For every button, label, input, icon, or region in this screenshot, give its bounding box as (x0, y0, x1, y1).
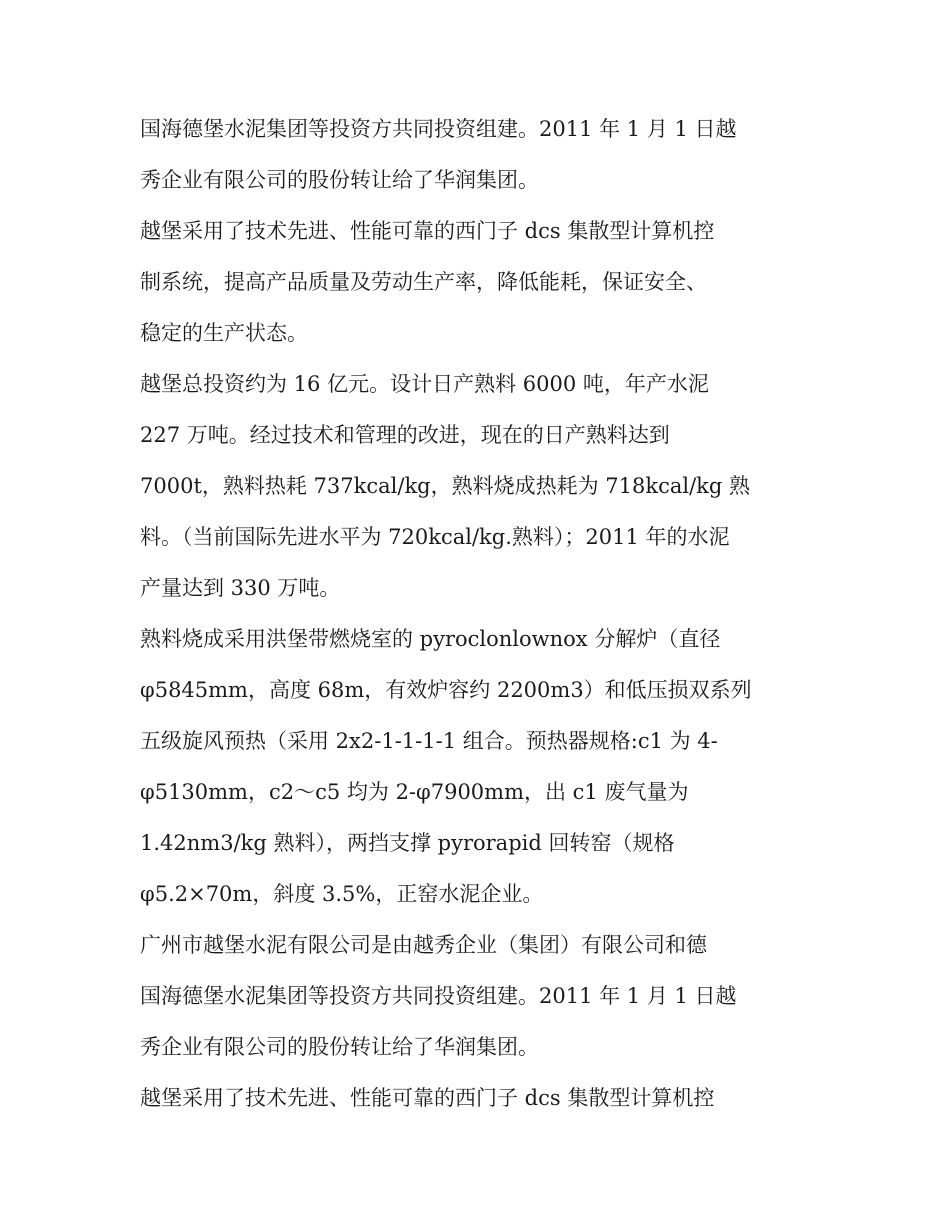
text-line: φ5.2×70m，斜度 3.5%，正窑水泥企业。 (140, 882, 544, 906)
text-line: 秀企业有限公司的股份转让给了华润集团。 (140, 1035, 539, 1059)
text-line: 稳定的生产状态。 (140, 321, 308, 345)
text-line: 227 万吨。经过技术和管理的改进，现在的日产熟料达到 (140, 423, 670, 447)
text-line: 熟料烧成采用洪堡带燃烧室的 pyroclonlownox 分解炉（直径 (140, 627, 721, 651)
text-line: φ5845mm，高度 68m，有效炉容约 2200m3）和低压损双系列 (140, 678, 752, 702)
text-line: 产量达到 330 万吨。 (140, 576, 341, 600)
text-line: 国海德堡水泥集团等投资方共同投资组建。2011 年 1 月 1 日越 (140, 117, 737, 141)
text-line: φ5130mm，c2～c5 均为 2-φ7900mm，出 c1 废气量为 (140, 780, 689, 804)
text-line: 料。（当前国际先进水平为 720kcal/kg.熟料）；2011 年的水泥 (140, 525, 730, 549)
text-line: 1.42nm3/kg 熟料），两挡支撑 pyrorapid 回转窑（规格 (140, 831, 675, 855)
text-line: 广州市越堡水泥有限公司是由越秀企业（集团）有限公司和德 (140, 933, 707, 957)
text-line: 越堡采用了技术先进、性能可靠的西门子 dcs 集散型计算机控 (140, 219, 715, 243)
text-line: 越堡总投资约为 16 亿元。设计日产熟料 6000 吨，年产水泥 (140, 372, 709, 396)
text-line: 国海德堡水泥集团等投资方共同投资组建。2011 年 1 月 1 日越 (140, 984, 737, 1008)
text-line: 制系统，提高产品质量及劳动生产率，降低能耗，保证安全、 (140, 270, 707, 294)
text-line: 秀企业有限公司的股份转让给了华润集团。 (140, 168, 539, 192)
document-body (140, 104, 820, 1124)
text-line: 五级旋风预热（采用 2x2-1-1-1-1 组合。预热器规格:c1 为 4- (140, 729, 718, 753)
text-line: 越堡采用了技术先进、性能可靠的西门子 dcs 集散型计算机控 (140, 1086, 715, 1110)
text-line: 7000t，熟料热耗 737kcal/kg，熟料烧成热耗为 718kcal/kg 熟 (140, 474, 751, 498)
